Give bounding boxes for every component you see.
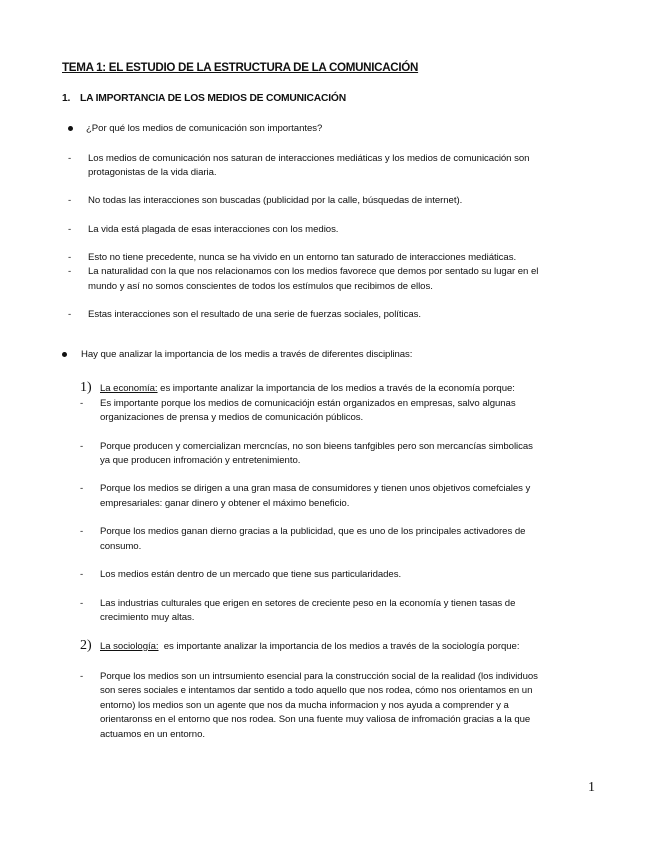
list-item-line: La vida está plagada de esas interacciones con los medios. [88, 224, 339, 235]
section-heading [62, 93, 346, 104]
list-item-line: mundo y así no somos conscientes de todos los estímulos que recibimos de ellos. [88, 281, 433, 292]
list-item-line: No todas las interacciones son buscadas (publicidad por la calle, búsquedas de internet). [88, 195, 463, 206]
list-item-line: crecimiento muy altas. [100, 612, 195, 623]
question-text: ¿Por qué los medios de comunicación son importantes? [86, 123, 323, 134]
list-item-line: Porque los medios son un intrsumiento esencial para la construcción social de la realidad (los individuos [100, 671, 538, 682]
economy-number: 1) [80, 380, 92, 395]
bullet-dot-icon [62, 352, 67, 357]
dash-marker: - [68, 266, 72, 277]
dash-marker: - [68, 224, 72, 235]
section-number: 1. [62, 93, 71, 104]
bullet-dot-icon [68, 126, 73, 131]
list-item-line: entorno) los medios son un agente que nos da mucha informacion y nos ayuda a comprender y a [100, 700, 509, 711]
dash-marker: - [80, 441, 84, 452]
sociology-heading [100, 639, 519, 654]
list-item-line: Porque los medios ganan dierno gracias a la publicidad, que es uno de los principales activadores de [100, 526, 526, 537]
list-item-line: Es importante porque los medios de comunicacióјn están organizados en empresas, salvo algunas [100, 398, 516, 409]
dash-marker: - [68, 195, 72, 206]
dash-marker: - [68, 252, 72, 263]
list-item-line: empresariales: ganar dinero y obtener el máximo beneficio. [100, 498, 350, 509]
list-item-line: Los medios de comunicación nos saturan de interacciones mediáticas y los medios de comunicación son [88, 153, 530, 164]
dash-marker: - [80, 569, 84, 580]
economy-heading [100, 381, 515, 396]
list-item-line: Las industrias culturales que erigen en setores de creciente peso en la economía y tienen tasas de [100, 598, 516, 609]
economy-label: La economía: [100, 383, 158, 394]
list-item-line: actuamos en un entorno. [100, 729, 205, 740]
sociology-label: La sociología: [100, 641, 159, 652]
dash-marker: - [80, 398, 84, 409]
list-item-line: son seres sociales e intentamos dar sentido a todo aquello que nos rodea, cómo nos orientamos en un [100, 685, 533, 696]
list-item-line: organizaciones de prensa y medios de comunicación públicos. [100, 412, 364, 423]
document-title: TEMA 1: EL ESTUDIO DE LA ESTRUCTURA DE LA COMUNICACIÓN [62, 61, 419, 74]
list-item-line: consumo. [100, 541, 142, 552]
dash-marker: - [68, 153, 72, 164]
analysis-intro: Hay que analizar la importancia de los medis a través de diferentes disciplinas: [81, 349, 413, 360]
dash-marker: - [80, 483, 84, 494]
list-item-line: Porque los medios se dirigen a una gran masa de consumidores y tienen unos objetivos comefciales y [100, 483, 531, 494]
list-item-line: orientaronss en el entorno que nos rodea. Son una fuente muy valiosa de infromación gracias a la que [100, 714, 531, 725]
dash-marker: - [80, 671, 84, 682]
list-item-line: protagonistas de la vida diaria. [88, 167, 217, 178]
list-item-line: Estas interacciones son el resultado de una serie de fuerzas sociales, políticas. [88, 309, 421, 320]
list-item-line: Porque producen y comercializan mercncías, no son bieens tanfgibles pero son mercancías simbolicas [100, 441, 533, 452]
list-item-line: La naturalidad con la que nos relacionamos con los medios favorece que demos por sentado su lugar en el [88, 266, 539, 277]
list-item-line: Los medios están dentro de un mercado que tiene sus particularidades. [100, 569, 402, 580]
section-heading-text: LA IMPORTANCIA DE LOS MEDIOS DE COMUNICACIÓN [80, 93, 346, 104]
economy-intro: es importante analizar la importancia de los medios a través de la economía porque: [157, 383, 515, 394]
list-item-line: Esto no tiene precedente, nunca se ha vivido en un entorno tan saturado de interacciones mediáticas. [88, 252, 517, 263]
dash-marker: - [80, 598, 84, 609]
list-item-line: ya que producen infromación y entretenimiento. [100, 455, 301, 466]
sociology-number: 2) [80, 638, 92, 653]
dash-marker: - [80, 526, 84, 537]
dash-marker: - [68, 309, 72, 320]
sociology-intro: es importante analizar la importancia de los medios a través de la sociología porque: [158, 641, 520, 652]
page-number: 1 [588, 780, 595, 795]
